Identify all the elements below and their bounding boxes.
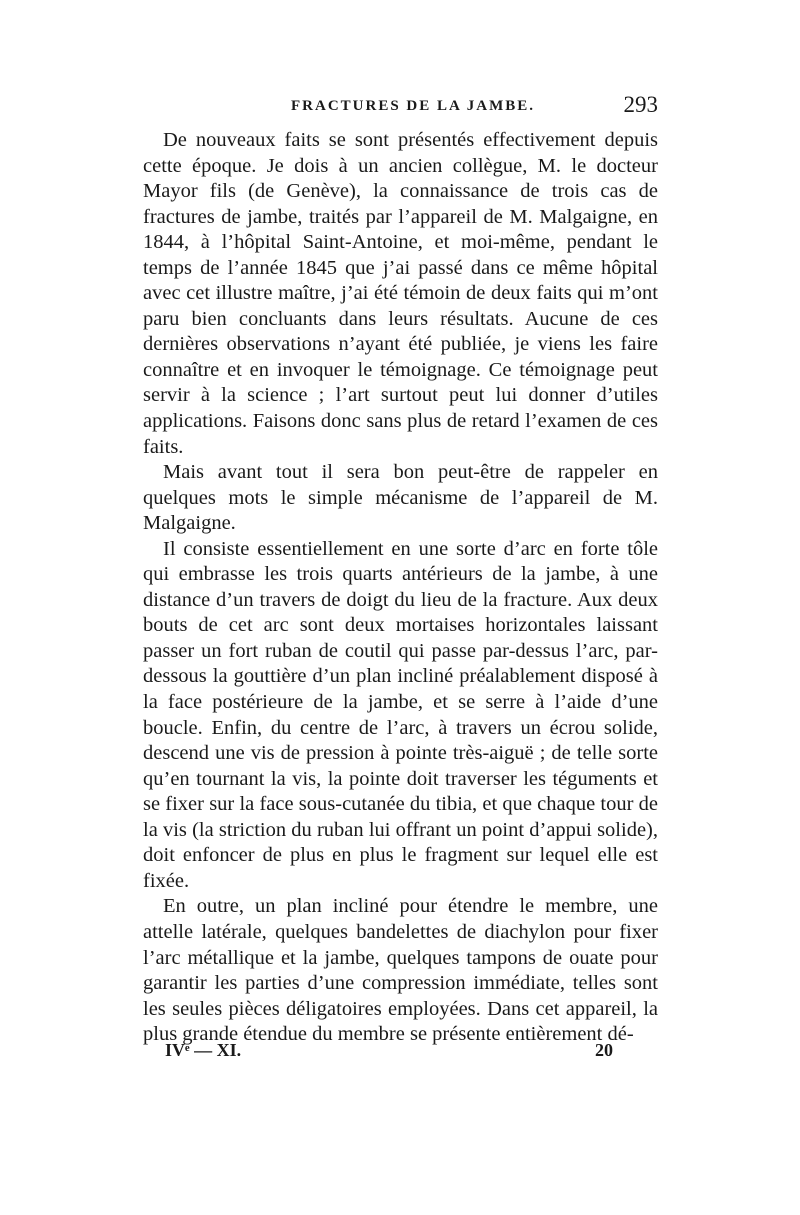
paragraph: Il consiste essentiellement en une sorte d’arc en forte tôle qui embrasse les trois quarts antérieurs de la jambe, à une distance d’un travers de doigt du lieu de la fracture. Aux deux bouts de cet arc sont deux mortaises horizontales laissant passer un fort ruban de coutil qui passe par-dessus l’arc, par-dessous la gouttière d’un plan incliné préalablement disposé à la face postérieure de la jambe, et se serre à l’aide d’une boucle. Enfin, du centre de l’arc, à travers un écrou solide, descend une vis de pression à pointe très-aiguë ; de telle sorte qu’en tournant la vis, la pointe doit traverser les téguments et se fixer sur la face sous-cutanée du tibia, et que chaque tour de la vis (la striction du ruban lui offrant un point d’appui solide), doit enfoncer de plus en plus le fragment sur lequel elle est fixée. — [143, 537, 658, 892]
page-number: 293 — [623, 92, 658, 117]
paragraph: En outre, un plan incliné pour étendre le membre, une attelle latérale, quelques bandelettes de diachylon pour fixer l’arc métallique et la jambe, quelques tampons de ouate pour garantir les parties d’une compression immédiate, telles sont les seules pièces déligatoires employées. Dans cet appareil, la plus grande étendue du membre se présente entièrement dé- — [143, 895, 658, 1046]
running-title: FRACTURES DE LA JAMBE. — [291, 98, 536, 114]
body-text — [143, 128, 658, 1048]
paragraph: Mais avant tout il sera bon peut-être de rappeler en quelques mots le simple mécanisme de l’appareil de M. Malgaigne. — [143, 461, 658, 535]
signature-mark: IVᵉ — XI. — [165, 1040, 242, 1060]
page-footer — [143, 1040, 658, 1068]
paragraph: De nouveaux faits se sont présentés effectivement depuis cette époque. Je dois à un ancien collègue, M. le docteur Mayor fils (de Genève), la connaissance de trois cas de fractures de jambe, traités par l’appareil de M. Malgaigne, en 1844, à l’hôpital Saint-Antoine, et moi-même, pendant le temps de l’année 1845 que j’ai passé dans ce même hôpital avec cet illustre maître, j’ai été témoin de deux faits qui m’ont paru bien concluants dans leurs résultats. Aucune de ces dernières observations n’ayant été publiée, je viens les faire connaître et en invoquer le témoignage. Ce témoignage peut servir à la science ; l’art surtout peut lui donner d’utiles applications. Faisons donc sans plus de retard l’examen de ces faits. — [143, 129, 658, 458]
sheet-number: 20 — [595, 1040, 613, 1060]
running-header — [143, 92, 658, 122]
